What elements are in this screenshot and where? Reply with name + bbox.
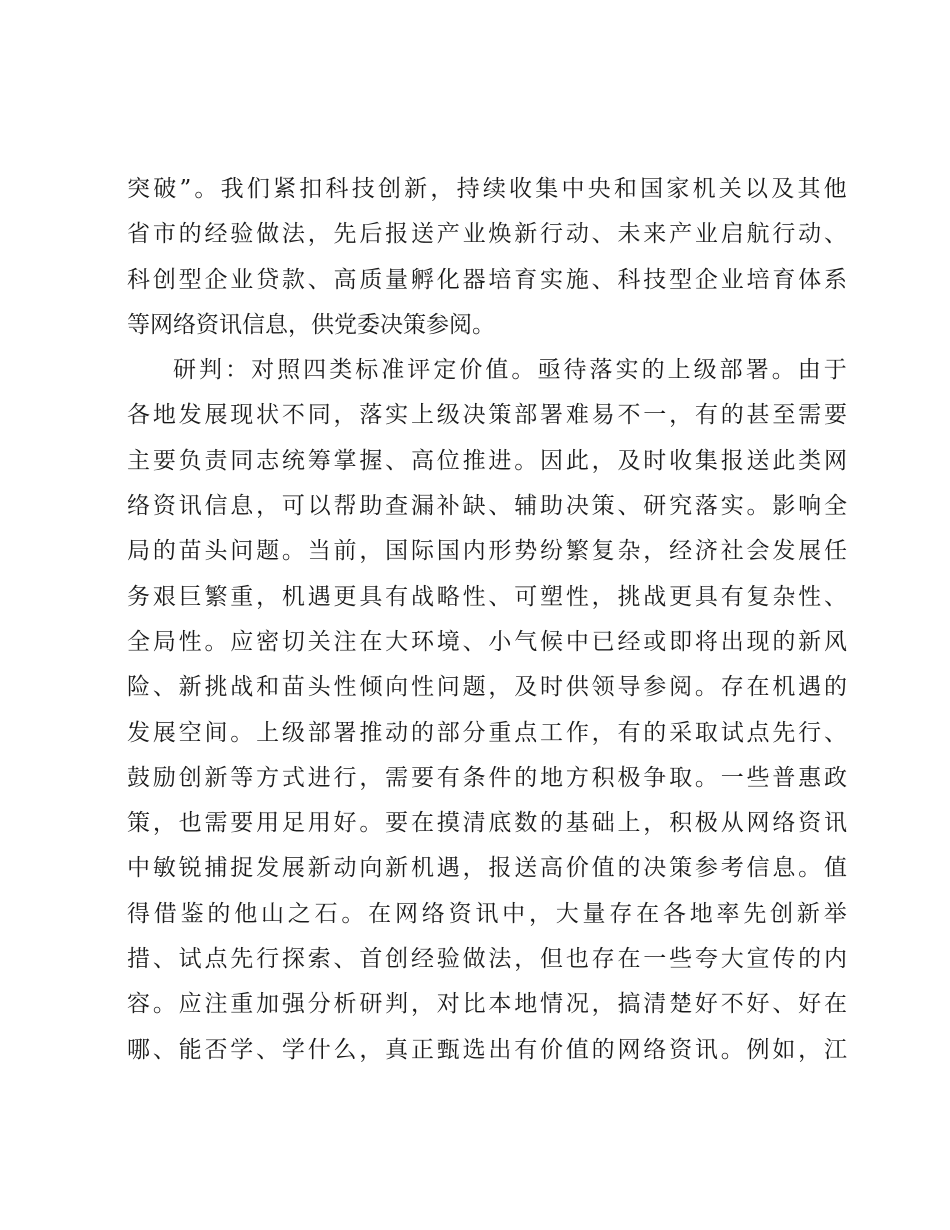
text-line: 研 判 ： 对 照 四 类 标 准 评 定 价 值 。 亟 待 落 实 的 上 级 部 署 。 由 于 [173, 357, 847, 384]
text-line: 络 资 讯 信 息 ， 可 以 帮 助 查 漏 补 缺 、 辅 助 决 策 、 研 究 落 实 。 影 响 全 [127, 493, 847, 520]
body-text [127, 167, 847, 1073]
text-line: 发 展 空 间 。 上 级 部 署 推 动 的 部 分 重 点 工 作 ， 有 的 采 取 试 点 先 行 、 [127, 719, 847, 746]
text-line: 各 地 发 展 现 状 不 同 ， 落 实 上 级 决 策 部 署 难 易 不 一 ， 有 的 甚 至 需 要 [127, 402, 847, 429]
text-line: 等网络资讯信息，供党委决策参阅。 [127, 311, 495, 338]
text-line: 容 。 应 注 重 加 强 分 析 研 判 ， 对 比 本 地 情 况 ， 搞 清 楚 好 不 好 、 好 在 [127, 991, 847, 1018]
text-line: 中 敏 锐 捕 捉 发 展 新 动 向 新 机 遇 ， 报 送 高 价 值 的 决 策 参 考 信 息 。 值 [127, 855, 847, 882]
text-line: 险 、 新 挑 战 和 苗 头 性 倾 向 性 问 题 ， 及 时 供 领 导 参 阅 。 存 在 机 遇 的 [127, 674, 847, 701]
text-line: 鼓 励 创 新 等 方 式 进 行 ， 需 要 有 条 件 的 地 方 积 极 争 取 。 一 些 普 惠 政 [127, 764, 847, 791]
text-line: 科 创 型 企 业 贷 款 、 高 质 量 孵 化 器 培 育 实 施 、 科 技 型 企 业 培 育 体 系 [127, 266, 847, 293]
text-line: 全 局 性 。 应 密 切 关 注 在 大 环 境 、 小 气 候 中 已 经 或 即 将 出 现 的 新 风 [127, 628, 847, 655]
text-line: 局 的 苗 头 问 题 。 当 前 ， 国 际 国 内 形 势 纷 繁 复 杂 ， 经 济 社 会 发 展 任 [127, 538, 847, 565]
text-line: 策 ， 也 需 要 用 足 用 好 。 要 在 摸 清 底 数 的 基 础 上 ， 积 极 从 网 络 资 讯 [127, 810, 847, 837]
text-line: 主 要 负 责 同 志 统 筹 掌 握 、 高 位 推 进 。 因 此 ， 及 时 收 集 报 送 此 类 网 [127, 447, 847, 474]
text-line: 措 、 试 点 先 行 探 索 、 首 创 经 验 做 法 ， 但 也 存 在 一 些 夸 大 宣 传 的 内 [127, 946, 847, 973]
text-line: 哪 、 能 否 学 、 学 什 么 ， 真 正 甄 选 出 有 价 值 的 网 络 资 讯 。 例 如 ， 江 [127, 1036, 847, 1063]
text-line: 务 艰 巨 繁 重 ， 机 遇 更 具 有 战 略 性 、 可 塑 性 ， 挑 战 更 具 有 复 杂 性 、 [127, 583, 847, 610]
text-line: 省 市 的 经 验 做 法 ， 先 后 报 送 产 业 焕 新 行 动 、 未 来 产 业 启 航 行 动 、 [127, 221, 847, 248]
text-line: 突 破 ” 。 我 们 紧 扣 科 技 创 新 ， 持 续 收 集 中 央 和 国 家 机 关 以 及 其 他 [127, 176, 847, 202]
text-line: 得 借 鉴 的 他 山 之 石 。 在 网 络 资 讯 中 ， 大 量 存 在 各 地 率 先 创 新 举 [127, 900, 847, 927]
